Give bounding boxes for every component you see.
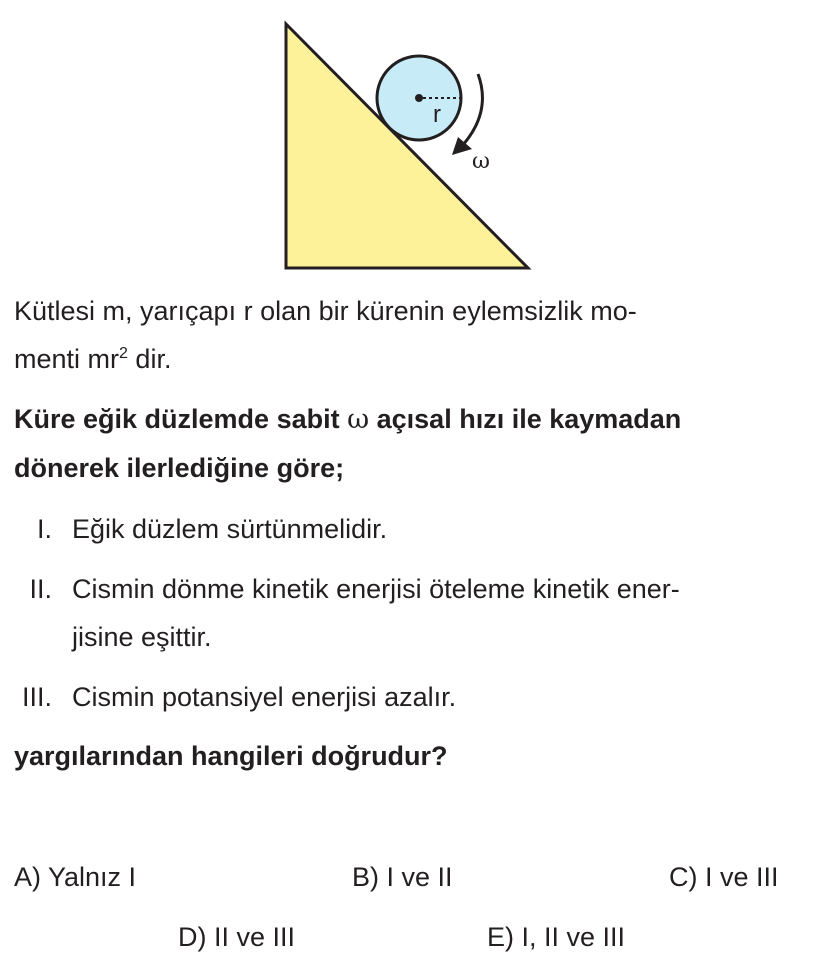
statement-2-text-line-2: jisine eşittir. [72,622,212,652]
question-line-1-pre: Küre eğik düzlemde sabit [14,404,348,434]
question-line-1-post: açısal hızı ile kaymadan [369,404,682,434]
question-line-2: dönerek ilerlediğine göre; [14,453,345,483]
statement-2-text-line-1: Cismin dönme kinetik enerjisi öteleme kinetik ener- [72,574,680,604]
option-c[interactable]: C) I ve III [669,862,779,892]
figure-svg [270,12,550,277]
intro-line-1: Kütlesi m, yarıçapı r olan bir kürenin eylemsizlik mo- [14,296,637,326]
option-e[interactable]: E) I, II ve III [487,922,626,952]
intro-line-2-post: dir. [127,344,172,374]
intro-line-2 [14,346,171,373]
option-d[interactable]: D) II ve III [178,922,296,952]
statement-3-text: Cismin potansiyel enerjisi azalır. [72,682,457,712]
intro-line-2-pre: menti mr [14,344,120,374]
sphere-center-dot [415,94,423,102]
statement-2-number: II. [29,574,52,604]
inclined-plane-figure [270,12,550,277]
option-a[interactable]: A) Yalnız I [14,862,137,892]
question-line-1 [14,406,681,433]
omega-label: ω [472,149,490,174]
statement-3-number: III. [21,682,52,712]
rotation-arrow-arc [462,74,482,146]
question-omega: ω [347,404,370,435]
option-b[interactable]: B) I ve II [352,862,453,892]
radius-label: r [433,101,441,128]
statement-1-number: I. [36,514,52,544]
intro-superscript: 2 [119,345,128,362]
question-prompt: yargılarından hangileri doğrudur? [14,741,448,771]
statement-1-text: Eğik düzlem sürtünmelidir. [72,514,388,544]
